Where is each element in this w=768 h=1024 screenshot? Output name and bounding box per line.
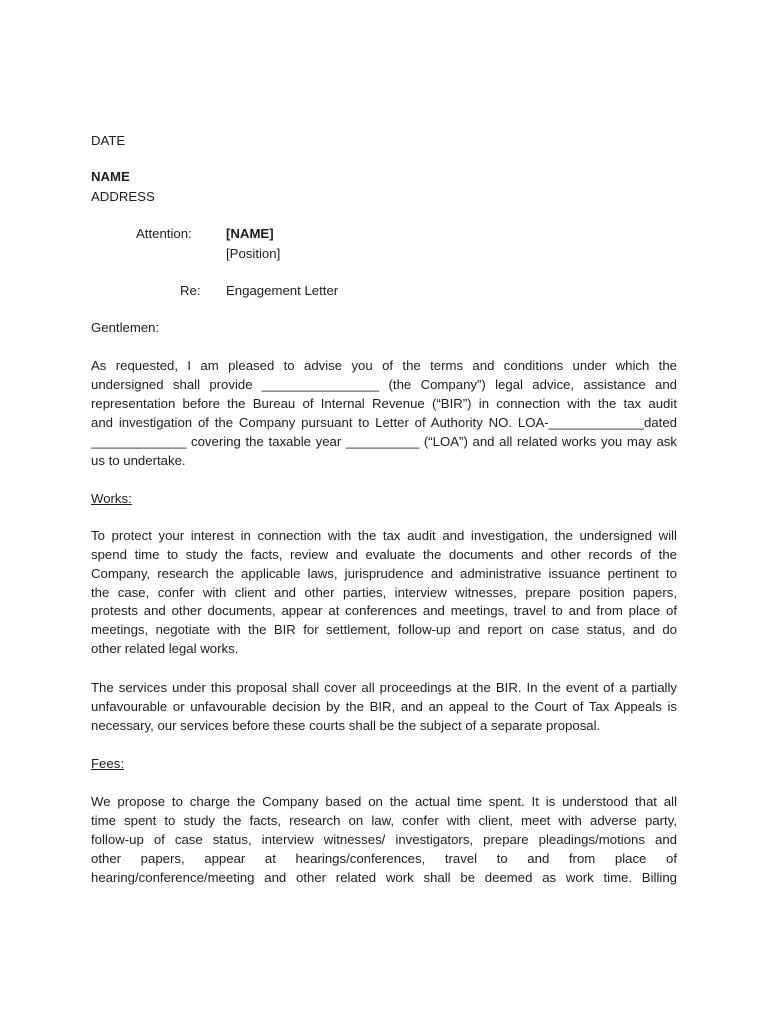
recipient-name: NAME xyxy=(91,169,130,184)
paragraph-line: us to undertake. xyxy=(91,453,186,468)
paragraph-line: We propose to charge the Company based on the actual time spent. It is understood that all xyxy=(91,794,677,809)
salutation: Gentlemen: xyxy=(91,320,160,335)
paragraph-line: Company, research the applicable laws, jurisprudence and administrative issuance pertinent to xyxy=(91,565,677,581)
attention-name: [NAME] xyxy=(226,226,274,241)
paragraph-line: other related legal works. xyxy=(91,641,239,657)
paragraph-line: undersigned shall provide ________________ (the Company”) legal advice, assistance and xyxy=(91,377,677,392)
paragraph-line: _____________ covering the taxable year __________ (“LOA”) and all related works you may ask xyxy=(91,434,677,449)
paragraph-line: As requested, I am pleased to advise you of the terms and conditions under which the xyxy=(91,358,677,373)
date-line: DATE xyxy=(91,133,126,148)
paragraph-line: time spent to study the facts, research on law, confer with client, meet with adverse party, xyxy=(91,813,677,828)
paragraph-line: The services under this proposal shall cover all proceedings at the BIR. In the event of a partially xyxy=(91,680,677,695)
intro-paragraph xyxy=(91,356,677,470)
attention-label: Attention: xyxy=(136,226,192,241)
fees-heading: Fees: xyxy=(91,756,124,771)
works-heading: Works: xyxy=(91,491,132,506)
paragraph-line: To protect your interest in connection with the tax audit and investigation, the undersigned will xyxy=(91,528,677,543)
recipient-address: ADDRESS xyxy=(91,189,155,204)
paragraph-line: necessary, our services before these courts shall be the subject of a separate proposal. xyxy=(91,718,601,733)
paragraph-line: unfavourable or unfavourable decision by the BIR, and an appeal to the Court of Tax Appeals is xyxy=(91,699,677,714)
paragraph-line: hearing/conference/meeting and other related work shall be deemed as work time. Billing xyxy=(91,870,677,885)
paragraph-line: other papers, appear at hearings/conferences, travel to and from place of xyxy=(91,851,677,866)
paragraph-line: and investigation of the Company pursuant to Letter of Authority NO. LOA-_____________dated xyxy=(91,415,677,430)
works-paragraph xyxy=(91,527,677,659)
paragraph-line: spend time to study the facts, review and evaluate the documents and other records of the xyxy=(91,546,677,562)
paragraph-line: representation before the Bureau of Internal Revenue (“BIR”) in connection with the tax audit xyxy=(91,396,677,411)
paragraph-line: protests and other documents, appear at conferences and meetings, travel to and from place of xyxy=(91,603,677,619)
paragraph-line: the case, confer with client and other parties, interview witnesses, prepare position papers, xyxy=(91,584,677,600)
attention-position: [Position] xyxy=(226,246,281,261)
works-scope-paragraph xyxy=(91,678,677,735)
re-subject: Engagement Letter xyxy=(226,283,339,298)
paragraph-line: meetings, negotiate with the BIR for settlement, follow-up and report on case status, and do xyxy=(91,622,677,638)
re-label: Re: xyxy=(180,283,201,298)
fees-paragraph xyxy=(91,792,677,887)
paragraph-line: follow-up of case status, interview witnesses/ investigators, prepare pleadings/motions and xyxy=(91,832,677,847)
